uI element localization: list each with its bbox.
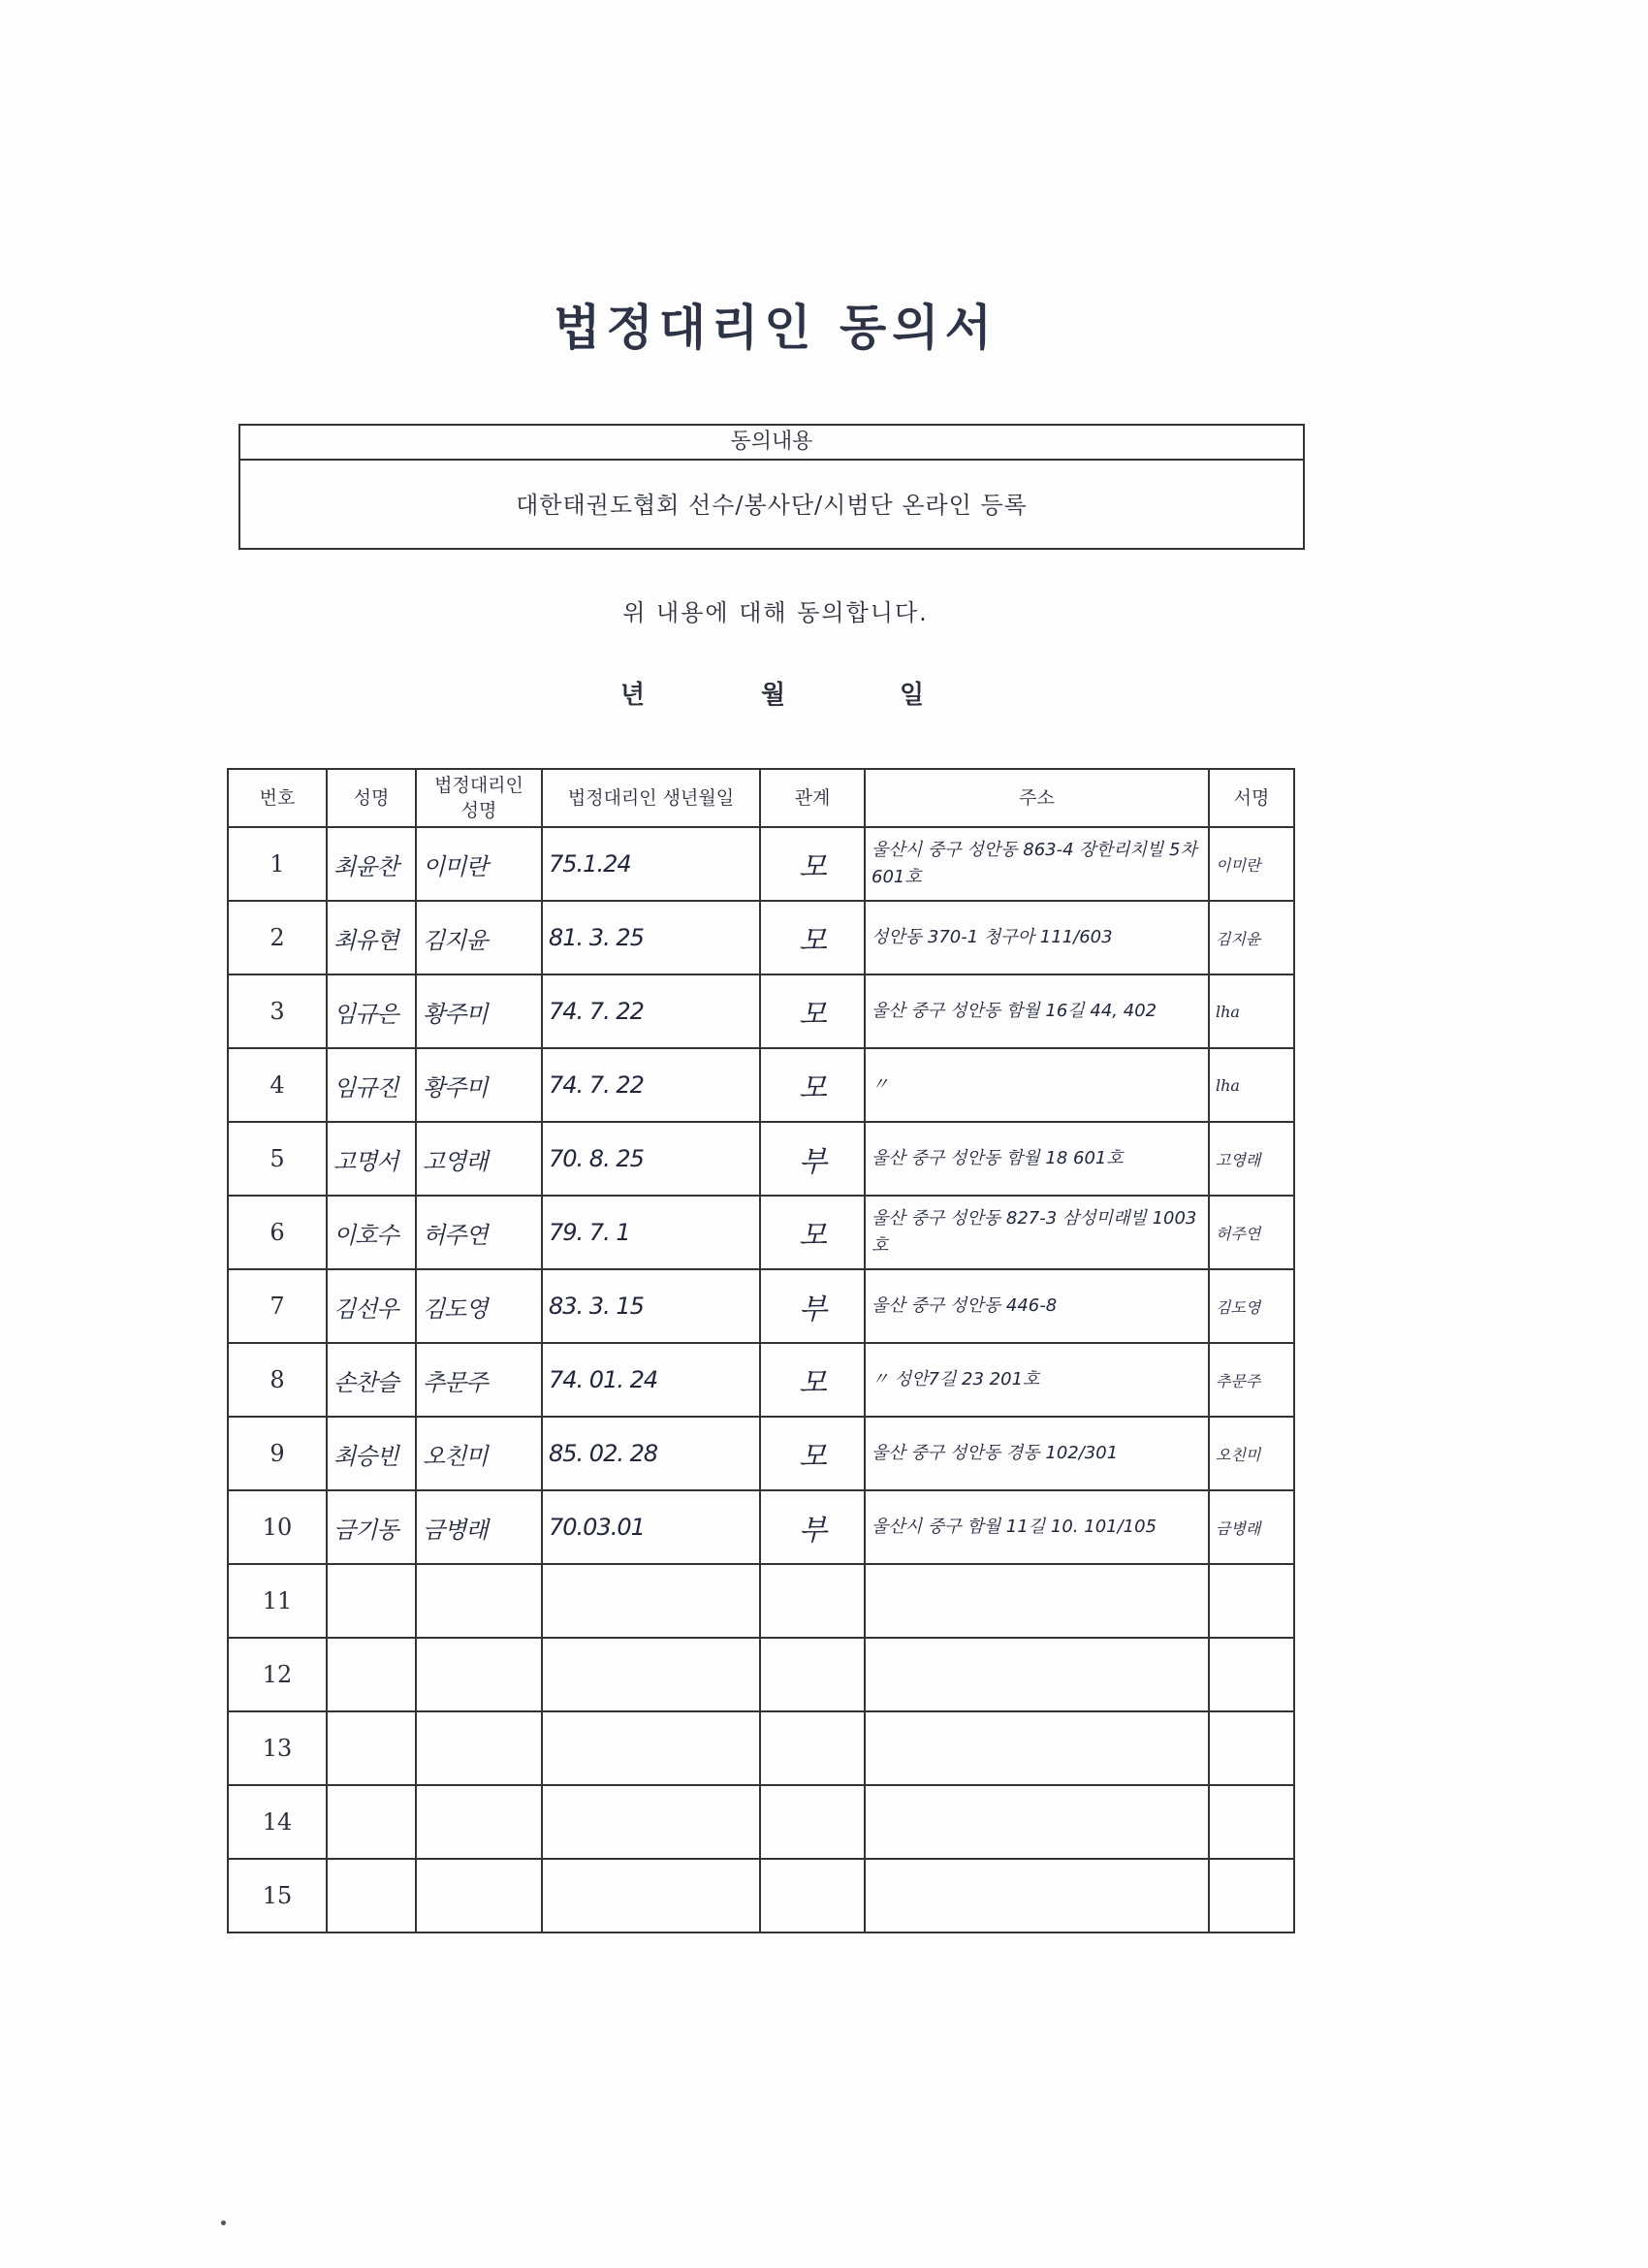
consent-content-header: 동의내용 [240,426,1303,461]
table-row [228,1638,1294,1711]
header-address: 주소 [865,769,1209,827]
address-cell [865,1638,1209,1711]
row-number: 7 [269,1293,285,1320]
table-row [228,1048,1294,1122]
address-cell [865,974,1209,1048]
guardian-name: 고영래 [423,1147,488,1175]
student-name-cell [327,1785,416,1859]
student-name-cell [327,1638,416,1711]
student-name-cell [327,1269,416,1343]
header-signature: 서명 [1209,769,1294,827]
signature-cell [1209,1048,1294,1122]
row-number-cell [228,1196,327,1269]
signature-cell [1209,1122,1294,1196]
relation-cell [760,1269,865,1343]
signature-cell [1209,1638,1294,1711]
address: 울산 중구 성안동 446-8 [872,1295,1058,1316]
student-name-cell [327,901,416,974]
row-number: 4 [269,1071,285,1099]
agreement-statement: 위 내용에 대해 동의합니다. [622,599,929,626]
student-name: 손찬슬 [333,1368,398,1396]
guardian-name: 김도영 [423,1294,488,1323]
table-row [228,827,1294,901]
signature: 오친미 [1216,1445,1261,1464]
table-row [228,1417,1294,1490]
guardian-birthdate: 85. 02. 28 [549,1440,658,1467]
signature: 고영래 [1216,1150,1261,1169]
guardian-name-cell [416,1122,542,1196]
relation: 모 [799,1366,826,1400]
address-cell [865,1490,1209,1564]
student-name: 고명서 [333,1147,398,1175]
address: 〃 성안7길 23 201호 [872,1369,1040,1390]
guardian-birthdate-cell [542,1638,760,1711]
table-row [228,1785,1294,1859]
guardian-name-cell [416,1343,542,1417]
guardian-name: 허주연 [423,1221,488,1249]
address-cell [865,1859,1209,1933]
student-name: 임규진 [333,1073,398,1102]
signature-cell [1209,1564,1294,1638]
guardian-birthdate-cell [542,1048,760,1122]
row-number: 15 [262,1882,293,1909]
address-cell [865,1343,1209,1417]
address-cell [865,1564,1209,1638]
signature: 추문주 [1216,1371,1261,1390]
row-number: 8 [269,1366,285,1393]
relation-cell [760,1859,865,1933]
signature-cell [1209,901,1294,974]
signature: lha [1216,1075,1240,1095]
row-number-cell [228,1048,327,1122]
guardian-name: 추문주 [423,1368,488,1396]
signature-cell [1209,974,1294,1048]
relation: 부 [799,1514,826,1548]
student-name-cell [327,1196,416,1269]
row-number: 3 [269,998,285,1025]
student-name: 이호수 [333,1221,398,1249]
student-name: 임규은 [333,1000,398,1028]
scan-speck [221,2220,226,2225]
address: 울산 중구 성안동 경동 102/301 [872,1443,1119,1463]
guardian-name-cell [416,1638,542,1711]
guardian-birthdate-cell [542,1711,760,1785]
address: 〃 [872,1074,889,1095]
student-name-cell [327,1490,416,1564]
guardian-birthdate: 74. 7. 22 [549,998,644,1025]
address-cell [865,1122,1209,1196]
row-number-cell [228,1269,327,1343]
guardian-birthdate-cell [542,1564,760,1638]
guardian-name-cell [416,1048,542,1122]
row-number-cell [228,1343,327,1417]
relation-cell [760,1196,865,1269]
guardian-name-cell [416,901,542,974]
table-row [228,1564,1294,1638]
relation: 모 [799,1071,826,1105]
row-number-cell [228,1417,327,1490]
guardian-birthdate-cell [542,827,760,901]
guardian-birthdate: 83. 3. 15 [549,1293,644,1320]
guardian-birthdate: 74. 7. 22 [549,1071,644,1099]
row-number-cell [228,1859,327,1933]
signature-cell [1209,1859,1294,1933]
header-guardian-birth: 법정대리인 생년월일 [542,769,760,827]
table-row [228,1122,1294,1196]
guardian-birthdate-cell [542,1490,760,1564]
header-name: 성명 [327,769,416,827]
guardian-birthdate-cell [542,974,760,1048]
row-number: 14 [262,1808,293,1836]
address-cell [865,1196,1209,1269]
guardian-name-cell [416,1859,542,1933]
document-title: 법정대리인 동의서 [554,299,998,356]
date-month-label: 월 [761,681,786,710]
guardian-birthdate: 70. 8. 25 [549,1145,644,1172]
signature: lha [1216,1002,1240,1021]
guardian-name: 황주미 [423,1073,488,1102]
student-name-cell [327,1048,416,1122]
guardian-name: 오친미 [423,1442,488,1470]
guardian-name-cell [416,827,542,901]
header-relation: 관계 [760,769,865,827]
consent-content-box [238,424,1305,550]
address-cell [865,1417,1209,1490]
relation: 모 [799,924,826,958]
guardian-birthdate: 74. 01. 24 [549,1366,658,1393]
row-number-cell [228,1490,327,1564]
address: 울산 중구 성안동 함월 16길 44, 402 [872,1001,1157,1021]
guardian-birthdate-cell [542,1269,760,1343]
row-number: 2 [269,924,285,951]
guardian-name-cell [416,1417,542,1490]
relation-cell [760,1048,865,1122]
row-number: 9 [269,1440,285,1467]
signature: 이미란 [1216,855,1261,875]
row-number: 6 [269,1219,285,1246]
signature: 금병래 [1216,1518,1261,1538]
guardian-name-cell [416,1196,542,1269]
relation: 모 [799,850,826,884]
signature-cell [1209,1269,1294,1343]
relation-cell [760,974,865,1048]
guardian-name-cell [416,1564,542,1638]
student-name-cell [327,1564,416,1638]
guardian-name-cell [416,974,542,1048]
student-name-cell [327,1859,416,1933]
address-cell [865,1785,1209,1859]
relation-cell [760,1122,865,1196]
student-name-cell [327,1417,416,1490]
signature-cell [1209,827,1294,901]
row-number-cell [228,827,327,901]
header-number: 번호 [228,769,327,827]
table-row [228,1490,1294,1564]
signature-cell [1209,1490,1294,1564]
student-name-cell [327,1122,416,1196]
relation: 부 [799,1293,826,1326]
relation: 모 [799,998,826,1032]
relation-cell [760,1638,865,1711]
student-name: 김선우 [333,1294,398,1323]
guardian-name-cell [416,1711,542,1785]
consent-content-body: 대한태권도협회 선수/봉사단/시범단 온라인 등록 [516,492,1028,519]
address-cell [865,1269,1209,1343]
guardian-birthdate-cell [542,901,760,974]
address: 울산 중구 성안동 함월 18 601호 [872,1148,1124,1168]
relation-cell [760,1785,865,1859]
relation-cell [760,901,865,974]
date-day-label: 일 [900,681,925,710]
signature: 김도영 [1216,1297,1261,1317]
guardian-birthdate-cell [542,1122,760,1196]
address: 울산시 중구 성안동 863-4 장한리치빌 5차 601호 [872,840,1197,887]
guardian-name: 이미란 [423,852,488,880]
guardian-name: 황주미 [423,1000,488,1028]
header-guardian-name: 법정대리인 성명 [416,769,542,827]
row-number-cell [228,974,327,1048]
row-number: 11 [262,1587,293,1614]
relation-cell [760,1490,865,1564]
row-number: 12 [262,1661,293,1688]
row-number-cell [228,1564,327,1638]
signature: 허주연 [1216,1224,1261,1243]
date-year-label: 년 [620,681,646,710]
row-number: 10 [262,1514,293,1541]
relation: 부 [799,1145,826,1179]
row-number: 1 [269,850,285,878]
guardian-birthdate-cell [542,1785,760,1859]
student-name: 최유현 [333,926,398,954]
signature: 김지윤 [1216,929,1261,948]
guardian-name: 금병래 [423,1516,488,1544]
guardian-name-cell [416,1785,542,1859]
student-name-cell [327,1343,416,1417]
table-row [228,901,1294,974]
table-row [228,974,1294,1048]
student-name: 최윤찬 [333,852,398,880]
signature-cell [1209,1343,1294,1417]
signature-cell [1209,1785,1294,1859]
guardian-name-cell [416,1269,542,1343]
row-number-cell [228,901,327,974]
guardian-birthdate-cell [542,1343,760,1417]
guardian-birthdate-cell [542,1859,760,1933]
table-row [228,1343,1294,1417]
guardian-name-cell [416,1490,542,1564]
guardian-birthdate: 79. 7. 1 [549,1219,630,1246]
table-row [228,1711,1294,1785]
address-cell [865,901,1209,974]
table-row [228,1269,1294,1343]
address-cell [865,1711,1209,1785]
guardian-birthdate: 70.03.01 [549,1514,645,1541]
signature-cell [1209,1196,1294,1269]
table-header-row [228,769,1294,827]
table-body [228,827,1294,1933]
row-number-cell [228,1638,327,1711]
address-cell [865,827,1209,901]
row-number-cell [228,1711,327,1785]
row-number-cell [228,1785,327,1859]
row-number-cell [228,1122,327,1196]
guardian-birthdate: 81. 3. 25 [549,924,644,951]
student-name: 최승빈 [333,1442,398,1470]
student-name-cell [327,1711,416,1785]
relation-cell [760,827,865,901]
relation-cell [760,1564,865,1638]
table-row [228,1196,1294,1269]
address: 울산시 중구 함월 11길 10. 101/105 [872,1517,1157,1537]
relation-cell [760,1711,865,1785]
student-name-cell [327,974,416,1048]
relation-cell [760,1343,865,1417]
guardian-birthdate-cell [542,1196,760,1269]
guardian-birthdate: 75.1.24 [549,850,631,878]
row-number: 13 [262,1735,293,1762]
address-cell [865,1048,1209,1122]
table-row [228,1859,1294,1933]
row-number: 5 [269,1145,285,1172]
relation-cell [760,1417,865,1490]
address: 울산 중구 성안동 827-3 삼성미래빌 1003호 [872,1208,1197,1256]
relation: 모 [799,1440,826,1474]
student-name-cell [327,827,416,901]
signature-cell [1209,1711,1294,1785]
guardian-birthdate-cell [542,1417,760,1490]
relation: 모 [799,1219,826,1253]
address: 성안동 370-1 청구아 111/603 [872,927,1113,947]
guardian-roster-table [227,768,1295,1933]
guardian-name: 김지윤 [423,926,488,954]
signature-cell [1209,1417,1294,1490]
student-name: 금기동 [333,1516,398,1544]
